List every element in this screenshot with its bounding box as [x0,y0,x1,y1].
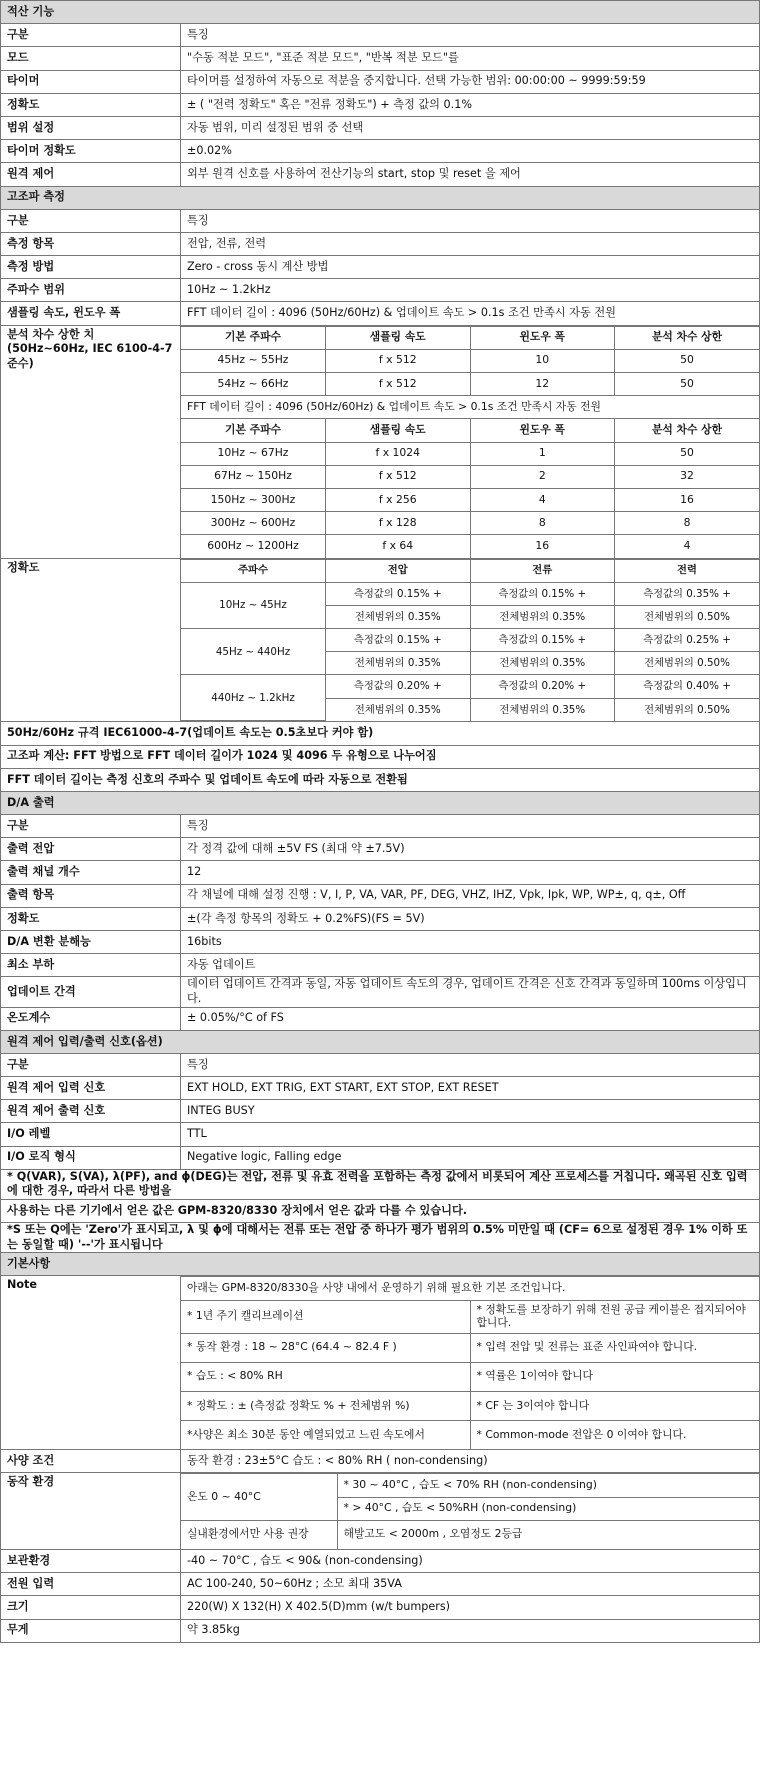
column-header: 샘플링 속도 [326,326,471,349]
table-row [1,163,760,186]
table-cell: f x 64 [326,535,471,558]
table-cell: 54Hz ~ 66Hz [181,373,326,396]
remote-value: TTL [181,1123,760,1146]
integration-label: 정확도 [1,93,181,116]
table-row [181,442,759,465]
note-label: Note [1,1276,181,1450]
da-value: 자동 업데이트 [181,954,760,977]
da-label: 출력 항목 [1,884,181,907]
accuracy-cell: 측정값의 0.40% + [615,675,760,698]
harmonic-order-table [181,326,759,558]
column-header: 윈도우 폭 [470,326,615,349]
nested-cell [181,325,760,558]
nested-cell [181,1473,760,1550]
integration-value: 자동 범위, 미리 설정된 범위 중 선택 [181,116,760,139]
table-cell: 8 [615,512,760,535]
column-header: 전력 [615,559,760,582]
env-line: * 30 ~ 40°C , 습도 < 70% RH (non-condensing) [337,1474,759,1497]
remote-label: I/O 레벨 [1,1123,181,1146]
column-header: 윈도우 폭 [470,419,615,442]
note-item: * 정확도를 보장하기 위해 전원 공급 케이블은 접지되어야 합니다. [470,1300,759,1333]
harmonic-label: 주파수 범위 [1,279,181,302]
basic-value: 약 3.85kg [181,1619,760,1642]
accuracy-cell: 전체범위의 0.50% [615,652,760,675]
table-cell: 1 [470,442,615,465]
integration-value: ±0.02% [181,140,760,163]
integration-value: "수동 적분 모드", "표준 적분 모드", "반복 적분 모드"를 [181,47,760,70]
table-cell: 4 [470,488,615,511]
freq-cell: 10Hz ~ 45Hz [181,582,326,628]
cond-value: 동작 환경 : 23±5°C 습도 : < 80% RH ( non-condensing) [181,1450,760,1473]
accuracy-cell: 측정값의 0.15% + [470,629,615,652]
table-row [181,582,759,605]
table-row [1,256,760,279]
integration-label: 구분 [1,24,181,47]
harmonic-note: 고조파 계산: FFT 방법으로 FFT 데이터 길이가 1024 및 4096 두 유형으로 나누어짐 [1,745,760,768]
da-label: 온도계수 [1,1007,181,1030]
da-value: ±(각 측정 항목의 정확도 + 0.2%FS)(FS = 5V) [181,907,760,930]
table-cell: 8 [470,512,615,535]
accuracy-cell: 측정값의 0.35% + [615,582,760,605]
note-item: * 역률은 1이여야 합니다 [470,1362,759,1391]
column-header: 샘플링 속도 [326,419,471,442]
accuracy-cell: 전체범위의 0.35% [470,698,615,721]
table-cell: f x 512 [326,373,471,396]
table-row [1,116,760,139]
da-value: ± 0.05%/°C of FS [181,1007,760,1030]
table-cell: 10Hz ~ 67Hz [181,442,326,465]
table-row [1,47,760,70]
remote-value: INTEG BUSY [181,1100,760,1123]
table-cell: 50 [615,373,760,396]
integration-value: ± ( "전력 정확도" 혹은 "전류 정확도") + 측정 값의 0.1% [181,93,760,116]
table-row [1,1146,760,1169]
table-row [1,1596,760,1619]
note-table [181,1276,759,1449]
harmonic-value: 전압, 전류, 전력 [181,232,760,255]
integration-label: 범위 설정 [1,116,181,139]
accuracy-cell: 측정값의 0.15% + [326,582,471,605]
accuracy-cell: 측정값의 0.15% + [326,629,471,652]
table-cell: f x 512 [326,465,471,488]
table-row [1,954,760,977]
section-title-integration: 적산 기능 [1,1,760,24]
note-item: * 1년 주기 캘리브레이션 [181,1300,470,1333]
table-cell: 50 [615,349,760,372]
basic-value: -40 ~ 70°C , 습도 < 90& (non-condensing) [181,1550,760,1573]
table-cell: 12 [470,373,615,396]
table-cell: 300Hz ~ 600Hz [181,512,326,535]
table-cell: 10 [470,349,615,372]
remote-label: I/O 로직 형식 [1,1146,181,1169]
table-row [1,93,760,116]
table-cell: 2 [470,465,615,488]
section-title-harmonic: 고조파 측정 [1,186,760,209]
table-row [1,232,760,255]
table-row [1,140,760,163]
table-cell: 67Hz ~ 150Hz [181,465,326,488]
env-indoor: 실내환경에서만 사용 권장 [181,1520,337,1549]
table-row [1,815,760,838]
basic-label: 무게 [1,1619,181,1642]
remote-note: 사용하는 다른 기기에서 얻은 값은 GPM-8320/8330 장치에서 얻은 값과 다를 수 있습니다. [1,1199,760,1222]
freq-cell: 440Hz ~ 1.2kHz [181,675,326,721]
accuracy-cell: 전체범위의 0.35% [326,652,471,675]
accuracy-cell: 측정값의 0.15% + [470,582,615,605]
basic-label: 전원 입력 [1,1573,181,1596]
table-cell: f x 256 [326,488,471,511]
remote-label: 원격 제어 출력 신호 [1,1100,181,1123]
harmonic-accuracy-table [181,559,759,722]
table-cell: 16 [470,535,615,558]
integration-label: 타이머 [1,70,181,93]
table-row [1,302,760,325]
basic-label: 보관환경 [1,1550,181,1573]
harmonic-note: FFT 데이터 길이는 측정 신호의 주파수 및 업데이트 속도에 따라 자동으로 전환됨 [1,768,760,791]
accuracy-cell: 전체범위의 0.35% [470,652,615,675]
table-row [1,1550,760,1573]
table-row [1,977,760,1007]
accuracy-cell: 전체범위의 0.50% [615,605,760,628]
table-cell: 32 [615,465,760,488]
table-row [1,884,760,907]
column-header: 전압 [326,559,471,582]
column-header: 분석 차수 상한 [615,419,760,442]
table-cell: 16 [615,488,760,511]
table-cell: f x 128 [326,512,471,535]
harmonic-label: 샘플링 속도, 윈도우 폭 [1,302,181,325]
table-row [1,1573,760,1596]
harmonic-accuracy-label: 정확도 [1,558,181,722]
table-row [1,1619,760,1642]
table-row [1,838,760,861]
table-cell: 45Hz ~ 55Hz [181,349,326,372]
harmonic-label: 구분 [1,209,181,232]
accuracy-cell: 전체범위의 0.35% [326,605,471,628]
table-row [1,70,760,93]
integration-value: 타이머를 설정하여 자동으로 적분을 중지합니다. 선택 가능한 범위: 00:00:00 ~ 9999:59:59 [181,70,760,93]
harmonic-label: 측정 방법 [1,256,181,279]
column-header: 전류 [470,559,615,582]
basic-value: 220(W) X 132(H) X 402.5(D)mm (w/t bumpers) [181,1596,760,1619]
nested-cell [181,558,760,722]
note-item: * 습도 : < 80% RH [181,1362,470,1391]
da-label: D/A 변환 분해능 [1,931,181,954]
note-item: * CF 는 3이여야 합니다 [470,1391,759,1420]
column-header: 기본 주파수 [181,326,326,349]
note-item: * Common-mode 전압은 0 이여야 합니다. [470,1421,759,1450]
da-value: 12 [181,861,760,884]
table-row [181,1362,759,1391]
table-cell: 600Hz ~ 1200Hz [181,535,326,558]
da-value: 데이터 업데이트 간격과 동일, 자동 업데이트 속도의 경우, 업데이트 간격은 신호 간격과 동일하며 100ms 이상입니다. [181,977,760,1007]
env-altitude: 해발고도 < 2000m , 오염정도 2등급 [337,1520,759,1549]
table-row [181,1421,759,1450]
table-row [1,24,760,47]
table-row [181,1300,759,1333]
da-label: 출력 전압 [1,838,181,861]
note-item: *사양은 최소 30분 동안 예열되었고 느린 속도에서 [181,1421,470,1450]
note-intro: 아래는 GPM-8320/8330을 사양 내에서 운영하기 위해 필요한 기본 조건입니다. [181,1277,759,1300]
accuracy-cell: 측정값의 0.20% + [470,675,615,698]
env-line: * > 40°C , 습도 < 50%RH (non-condensing) [337,1497,759,1520]
harmonic-value: 특징 [181,209,760,232]
table-row [1,1123,760,1146]
table-row [181,629,759,652]
harmonic-value: FFT 데이터 길이 : 4096 (50Hz/60Hz) & 업데이트 속도 > 0.1s 조건 만족시 자동 전원 [181,302,760,325]
env-table [181,1473,759,1549]
remote-value: Negative logic, Falling edge [181,1146,760,1169]
table-row [181,465,759,488]
harmonic-label: 측정 항목 [1,232,181,255]
table-cell: f x 512 [326,349,471,372]
da-value: 특징 [181,815,760,838]
env-temp: 온도 0 ~ 40°C [181,1474,337,1520]
table-cell: 4 [615,535,760,558]
fft-note: FFT 데이터 길이 : 4096 (50Hz/60Hz) & 업데이트 속도 > 0.1s 조건 만족시 자동 전원 [181,396,759,419]
table-row [181,1391,759,1420]
table-row [1,931,760,954]
note-item: * 정확도 : ± (측정값 정확도 % + 전체범위 %) [181,1391,470,1420]
table-row [1,1077,760,1100]
basic-label: 크기 [1,1596,181,1619]
table-row [181,675,759,698]
table-row [1,1053,760,1076]
table-row [1,279,760,302]
section-title-da: D/A 출력 [1,791,760,814]
integration-label: 타이머 정확도 [1,140,181,163]
table-row [181,512,759,535]
column-header: 분석 차수 상한 [615,326,760,349]
table-row [1,209,760,232]
da-label: 출력 채널 개수 [1,861,181,884]
integration-value: 특징 [181,24,760,47]
table-row [181,488,759,511]
remote-note: *S 또는 Q에는 'Zero'가 표시되고, λ 및 ϕ에 대해서는 전류 또는 전압 중 하나가 평가 범위의 0.5% 미만일 때 (CF= 6으로 설정된 경우 1% 이하 또는 동일할 때) '--'가 표시됩니다 [1,1223,760,1253]
remote-label: 구분 [1,1053,181,1076]
table-cell: f x 1024 [326,442,471,465]
section-title-basic: 기본사항 [1,1253,760,1276]
da-label: 최소 부하 [1,954,181,977]
da-label: 구분 [1,815,181,838]
harmonic-value: 10Hz ~ 1.2kHz [181,279,760,302]
column-header: 주파수 [181,559,326,582]
table-row [181,535,759,558]
table-row [181,349,759,372]
da-label: 정확도 [1,907,181,930]
section-title-remote: 원격 제어 입력/출력 신호(옵션) [1,1030,760,1053]
da-value: 각 정격 값에 대해 ±5V FS (최대 약 ±7.5V) [181,838,760,861]
accuracy-cell: 전체범위의 0.35% [326,698,471,721]
da-value: 16bits [181,931,760,954]
remote-note: * Q(VAR), S(VA), λ(PF), and ϕ(DEG)는 전압, 전류 및 유효 전력을 포함하는 측정 값에서 비롯되어 계산 프로세스를 거칩니다. 왜곡된 신호 입력에 대한 경우, 따라서 다른 방법을 [1,1169,760,1199]
remote-value: 특징 [181,1053,760,1076]
accuracy-cell: 측정값의 0.20% + [326,675,471,698]
remote-value: EXT HOLD, EXT TRIG, EXT START, EXT STOP, EXT RESET [181,1077,760,1100]
table-row [181,1333,759,1362]
column-header: 기본 주파수 [181,419,326,442]
note-item: * 입력 전압 및 전류는 표준 사인파여야 합니다. [470,1333,759,1362]
freq-cell: 45Hz ~ 440Hz [181,629,326,675]
cond-label: 사양 조건 [1,1450,181,1473]
remote-label: 원격 제어 입력 신호 [1,1077,181,1100]
accuracy-cell: 전체범위의 0.50% [615,698,760,721]
table-row [1,861,760,884]
da-value: 각 채널에 대해 설정 진행 : V, I, P, VA, VAR, PF, DEG, VHZ, IHZ, Vpk, Ipk, WP, WP±, q, q±, Off [181,884,760,907]
harmonic-order-label: 분석 차수 상한 치 (50Hz~60Hz, IEC 6100-4-7 준수) [1,325,181,558]
harmonic-value: Zero - cross 동시 계산 방법 [181,256,760,279]
table-row [181,373,759,396]
accuracy-cell: 전체범위의 0.35% [470,605,615,628]
table-row [1,1100,760,1123]
integration-label: 원격 제어 [1,163,181,186]
accuracy-cell: 측정값의 0.25% + [615,629,760,652]
env-label: 동작 환경 [1,1473,181,1550]
nested-cell [181,1276,760,1450]
table-cell: 150Hz ~ 300Hz [181,488,326,511]
harmonic-note: 50Hz/60Hz 규격 IEC61000-4-7(업데이트 속도는 0.5초보다 커야 함) [1,722,760,745]
table-row [1,1007,760,1030]
integration-label: 모드 [1,47,181,70]
da-label: 업데이트 간격 [1,977,181,1007]
integration-value: 외부 원격 신호를 사용하여 전산기능의 start, stop 및 reset 을 제어 [181,163,760,186]
basic-value: AC 100-240, 50~60Hz ; 소모 최대 35VA [181,1573,760,1596]
table-row [1,907,760,930]
table-cell: 50 [615,442,760,465]
note-item: * 동작 환경 : 18 ~ 28°C (64.4 ~ 82.4 F ) [181,1333,470,1362]
